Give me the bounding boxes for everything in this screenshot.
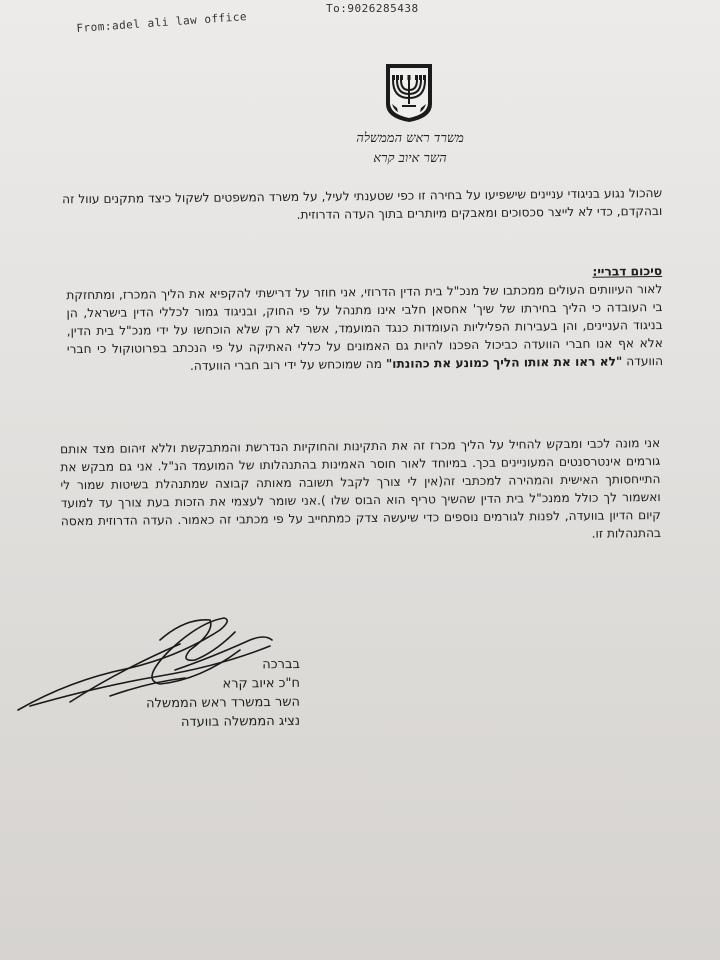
signoff-role: נציג הממשלה בוועדה: [180, 713, 301, 730]
fax-recipient-line: To:9026285438: [326, 2, 419, 15]
signoff-title: השר במשרד ראש הממשלה: [146, 694, 301, 712]
paragraph-ministry-of-justice: שהכול נגוע בניגודי עניינים שישפיעו על בחירה זו כפי שטענתי לעיל, על משרד המשפטים לשקול כיצד מתקנים עוול זה ובהקדם, כדי לא לייצר סכסוכים ומאבקים מיותרים בתוך העדה הדרוזית.: [62, 185, 663, 222]
letterhead-office: משרד ראש הממשלה: [356, 131, 464, 146]
menorah-emblem-icon: [380, 60, 438, 124]
letterhead-minister: השר איוב קרא: [373, 151, 447, 166]
summary-text-part2: מה שמוכחש על ידי רוב חברי הוועדה.: [189, 356, 383, 373]
paragraph-request: אני מונה לכבי ומבקש להחיל על הליך מכרז זה את התקינות והחוקיות הנדרשת והמתבקשת וללא זיהום מצד אותם גורמים אינטרסנטים המעוניינים בכך. במיוחד לאור חוסר האמינות בהתנהלותו של המועמד הנ"ל. אני גם מבקש את התייחסותך האישית והמהירה למכתבי זה(אין לי צורך לקבל תשובה מאותה קבוצה שמתנהלת בשיטות שמור לי ואשמור לך כולל ממנכ"ל בית הדין שהשיך טריף הוא הבוס שלו ).אני שומר לעצמי את הזכות בעת צורך עד למועד קיום הדיון בוועדה, לפנות לגורמים נוספים כדי שיעשה צדק כמתחייב על פי מכתבי זה כאמור. העדה הדרוזית מאסה בהתנהלות זו.: [60, 435, 662, 541]
signoff-greeting: בברכה: [262, 657, 301, 673]
paragraph-summary: [66, 262, 663, 376]
fax-sender-line: From:adel ali law office: [76, 10, 248, 35]
signoff-name: ח"כ איוב קרא: [222, 675, 301, 692]
summary-quote: "לא ראו את אותו הליך כמונע את כהונתו": [385, 354, 623, 371]
summary-heading: סיכום דבריי:: [592, 263, 663, 279]
summary-text-part1: לאור העיוותים העולים ממכתבו של מנכ"ל בית הדין הדרוזי, אני חוזר על דרישתי להקפיא את הליך המכרז, ומתחזקת בי העובדה כי הליך בחירתו של שיך' אחסאן חלבי אינו מתנהל על פי החוק, ובניגוד גמור לכללי הדין בישראל, הן בניגוד העניינים, והן בעבירות הפליליות העומדות כנגד המועמד, אשר לא רק שלא הוכחשו על ידי מנכ"ל בית הדין, אלא אף אנו חברי הוועדה כביכול הפכנו להיות גם האמונים על כללי האתיקה על פי הנכתב בפרוטוקול כי חברי הוועדה: [66, 281, 664, 369]
